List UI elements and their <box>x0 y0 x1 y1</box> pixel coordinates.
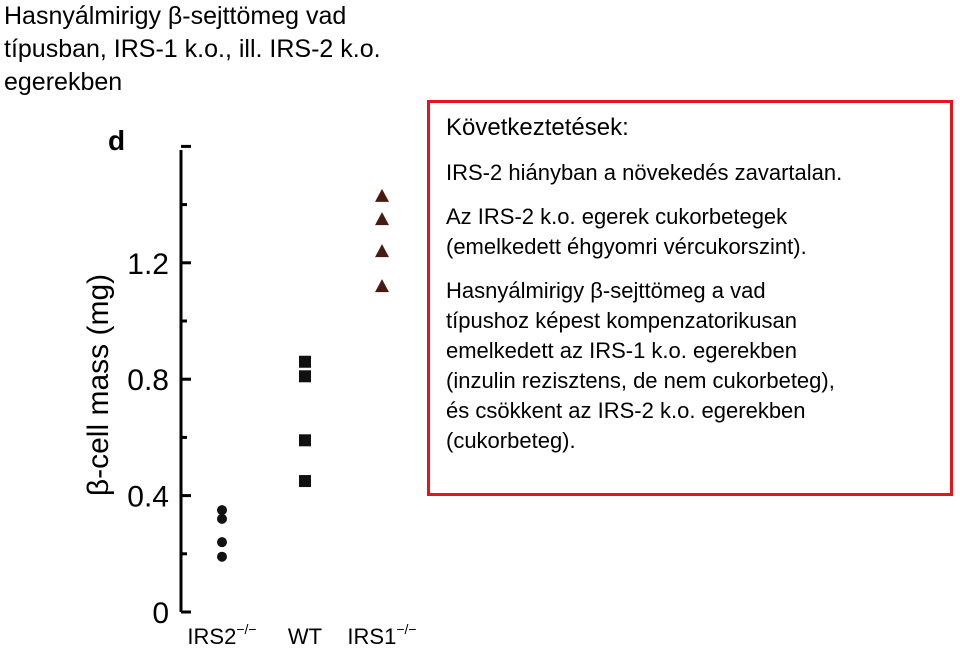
y-tick-label: 0 <box>152 597 169 630</box>
data-point-irs1 <box>375 279 389 292</box>
x-category-label: WT <box>287 624 323 649</box>
conclusion-line: (inzulin rezisztens, de nem cukorbeteg), <box>446 368 835 393</box>
beta-cell-mass-chart <box>0 0 430 651</box>
x-category-label: IRS2−/− <box>187 621 257 649</box>
x-category-label: IRS1−/− <box>347 621 417 649</box>
data-point-irs1 <box>375 212 389 225</box>
slide-title-line: Hasnyálmirigy β-sejttömeg vad <box>4 2 347 30</box>
y-tick-label: 1.2 <box>127 247 169 281</box>
conclusion-paragraph <box>446 276 950 456</box>
data-point-irs2 <box>217 552 227 562</box>
y-tick-label: 0.8 <box>127 364 169 398</box>
data-point-irs1 <box>375 244 389 257</box>
y-tick-labels <box>127 248 169 630</box>
slide-title-line: típusban, IRS-1 k.o., ill. IRS-2 k.o. <box>4 35 381 63</box>
y-tick-label: 0.4 <box>127 480 169 514</box>
conclusions-heading: Következtetések: <box>446 114 629 141</box>
data-point-irs2 <box>217 505 227 515</box>
data-points <box>217 189 389 562</box>
panel-label: d <box>108 125 126 156</box>
conclusion-line: típushoz képest kompenzatorikusan <box>446 308 797 333</box>
conclusion-line: (cukorbeteg). <box>446 428 576 453</box>
data-point-wt <box>299 370 311 382</box>
data-point-irs2 <box>217 537 227 547</box>
y-axis-label: β-cell mass (mg) <box>82 273 115 497</box>
data-point-irs2 <box>217 514 227 524</box>
data-point-wt <box>299 434 311 446</box>
conclusion-paragraph <box>446 158 950 188</box>
conclusion-line: IRS-2 hiányban a növekedés zavartalan. <box>446 160 843 185</box>
slide-title-line: egerekben <box>4 68 123 96</box>
conclusion-line: emelkedett az IRS-1 k.o. egerekben <box>446 338 797 363</box>
conclusion-line: Hasnyálmirigy β-sejttömeg a vad <box>446 278 766 303</box>
conclusion-paragraph <box>446 202 950 262</box>
conclusions-box <box>427 100 953 496</box>
conclusion-line: és csökkent az IRS-2 k.o. egerekben <box>446 398 806 423</box>
conclusion-line: (emelkedett éhgyomri vércukorszint). <box>446 234 807 259</box>
data-point-wt <box>299 356 311 368</box>
x-category-labels <box>187 621 416 649</box>
data-point-wt <box>299 475 311 487</box>
chart-axes <box>181 146 191 612</box>
data-point-irs1 <box>375 189 389 202</box>
conclusion-line: Az IRS-2 k.o. egerek cukorbetegek <box>446 204 788 229</box>
